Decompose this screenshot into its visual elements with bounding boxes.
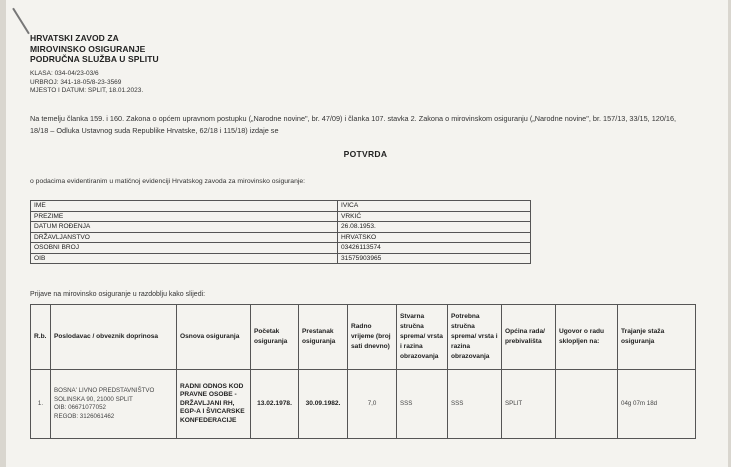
col-required-qualification: Potrebna stručna sprema/ vrsta i razina obrazovanja — [448, 305, 502, 370]
col-start: Početak osiguranja — [251, 305, 299, 370]
insurance-table — [30, 304, 696, 439]
info-value: VRKIĆ — [338, 211, 531, 222]
contract — [556, 370, 618, 439]
col-hours: Radno vrijeme (broj sati dnevno) — [348, 305, 397, 370]
col-contract: Ugovor o radu sklopljen na: — [556, 305, 618, 370]
info-label: PREZIME — [31, 211, 338, 222]
header-line-1: HRVATSKI ZAVOD ZA — [30, 33, 119, 43]
personal-info-table — [30, 200, 531, 264]
info-row — [31, 253, 531, 264]
header-line-2: MIROVINSKO OSIGURANJE — [30, 43, 146, 54]
legal-intro: Na temelju članka 159. i 160. Zakona o općem upravnom postupku („Narodne novine", br. 47/09) i članka 107. stavka 2. Zakona o mirovinskom osiguranju („Narodne novine", br. 157/13, 33/15, 120/16, 18/18 – Odluka Ustavnog suda Republike Hrvatske, 62/18 i 115/18) izdaje se — [30, 114, 677, 135]
info-value: 03426113574 — [338, 243, 531, 254]
info-label: OIB — [31, 253, 338, 264]
info-value: IVICA — [338, 201, 531, 212]
place-date: MJESTO I DATUM: SPLIT, 18.01.2023. — [30, 87, 144, 95]
col-rb: R.b. — [31, 305, 51, 370]
klasa: KLASA: 034-04/23-03/6 — [30, 70, 99, 77]
table-row — [31, 370, 696, 439]
info-label: DRŽAVLJANSTVO — [31, 232, 338, 243]
info-value: 26.08.1953. — [338, 222, 531, 233]
col-municipality: Općina rada/ prebivališta — [502, 305, 556, 370]
info-value: 31575903965 — [338, 253, 531, 264]
institution-header — [30, 33, 159, 65]
info-row — [31, 243, 531, 254]
start-date: 13.02.1978. — [251, 370, 299, 439]
info-row — [31, 222, 531, 233]
col-end: Prestanak osiguranja — [299, 305, 348, 370]
actual-qualification: SSS — [397, 370, 448, 439]
info-value: HRVATSKO — [338, 232, 531, 243]
insurance-section-label: Prijave na mirovinsko osiguranje u razdoblju kako slijedi: — [30, 291, 206, 298]
urbroj: URBROJ: 341-18-05/8-23-3569 — [30, 78, 122, 86]
end-date: 30.09.1982. — [299, 370, 348, 439]
duration: 04g 07m 18d — [618, 370, 696, 439]
info-label: IME — [31, 201, 338, 212]
table-header-row — [31, 305, 696, 370]
working-hours: 7,0 — [348, 370, 397, 439]
document-meta — [30, 70, 143, 96]
employer-name: BOSNA' LIVNO PREDSTAVNIŠTVO — [54, 387, 155, 394]
employer-regob: REGOB: 3126061462 — [54, 412, 115, 420]
employer-oib: OIB: 06671077052 — [54, 404, 106, 411]
info-row — [31, 211, 531, 222]
info-row — [31, 201, 531, 212]
employer-cell — [51, 370, 177, 439]
insurance-basis: RADNI ODNOS KOD PRAVNE OSOBE - DRŽAVLJANI RH, EGP-A I ŠVICARSKE KONFEDERACIJE — [177, 370, 251, 439]
document-subtitle: o podacima evidentiranim u matičnoj evidenciji Hrvatskog zavoda za mirovinsko osiguranje: — [30, 178, 306, 185]
document-title: POTVRDA — [343, 149, 388, 159]
employer-address: SOLINSKA 90, 21000 SPLIT — [54, 395, 133, 403]
required-qualification: SSS — [448, 370, 502, 439]
header-line-3: PODRUČNA SLUŽBA U SPLITU — [30, 54, 159, 64]
info-label: DATUM ROĐENJA — [31, 222, 338, 233]
col-duration: Trajanje staža osiguranja — [618, 305, 696, 370]
col-basis: Osnova osiguranja — [177, 305, 251, 370]
info-label: OSOBNI BROJ — [31, 243, 338, 254]
info-row — [31, 232, 531, 243]
municipality: SPLIT — [502, 370, 556, 439]
col-actual-qualification: Stvarna stručna sprema/ vrsta i razina obrazovanja — [397, 305, 448, 370]
row-number: 1. — [31, 370, 51, 439]
col-employer: Poslodavac / obveznik doprinosa — [51, 305, 177, 370]
